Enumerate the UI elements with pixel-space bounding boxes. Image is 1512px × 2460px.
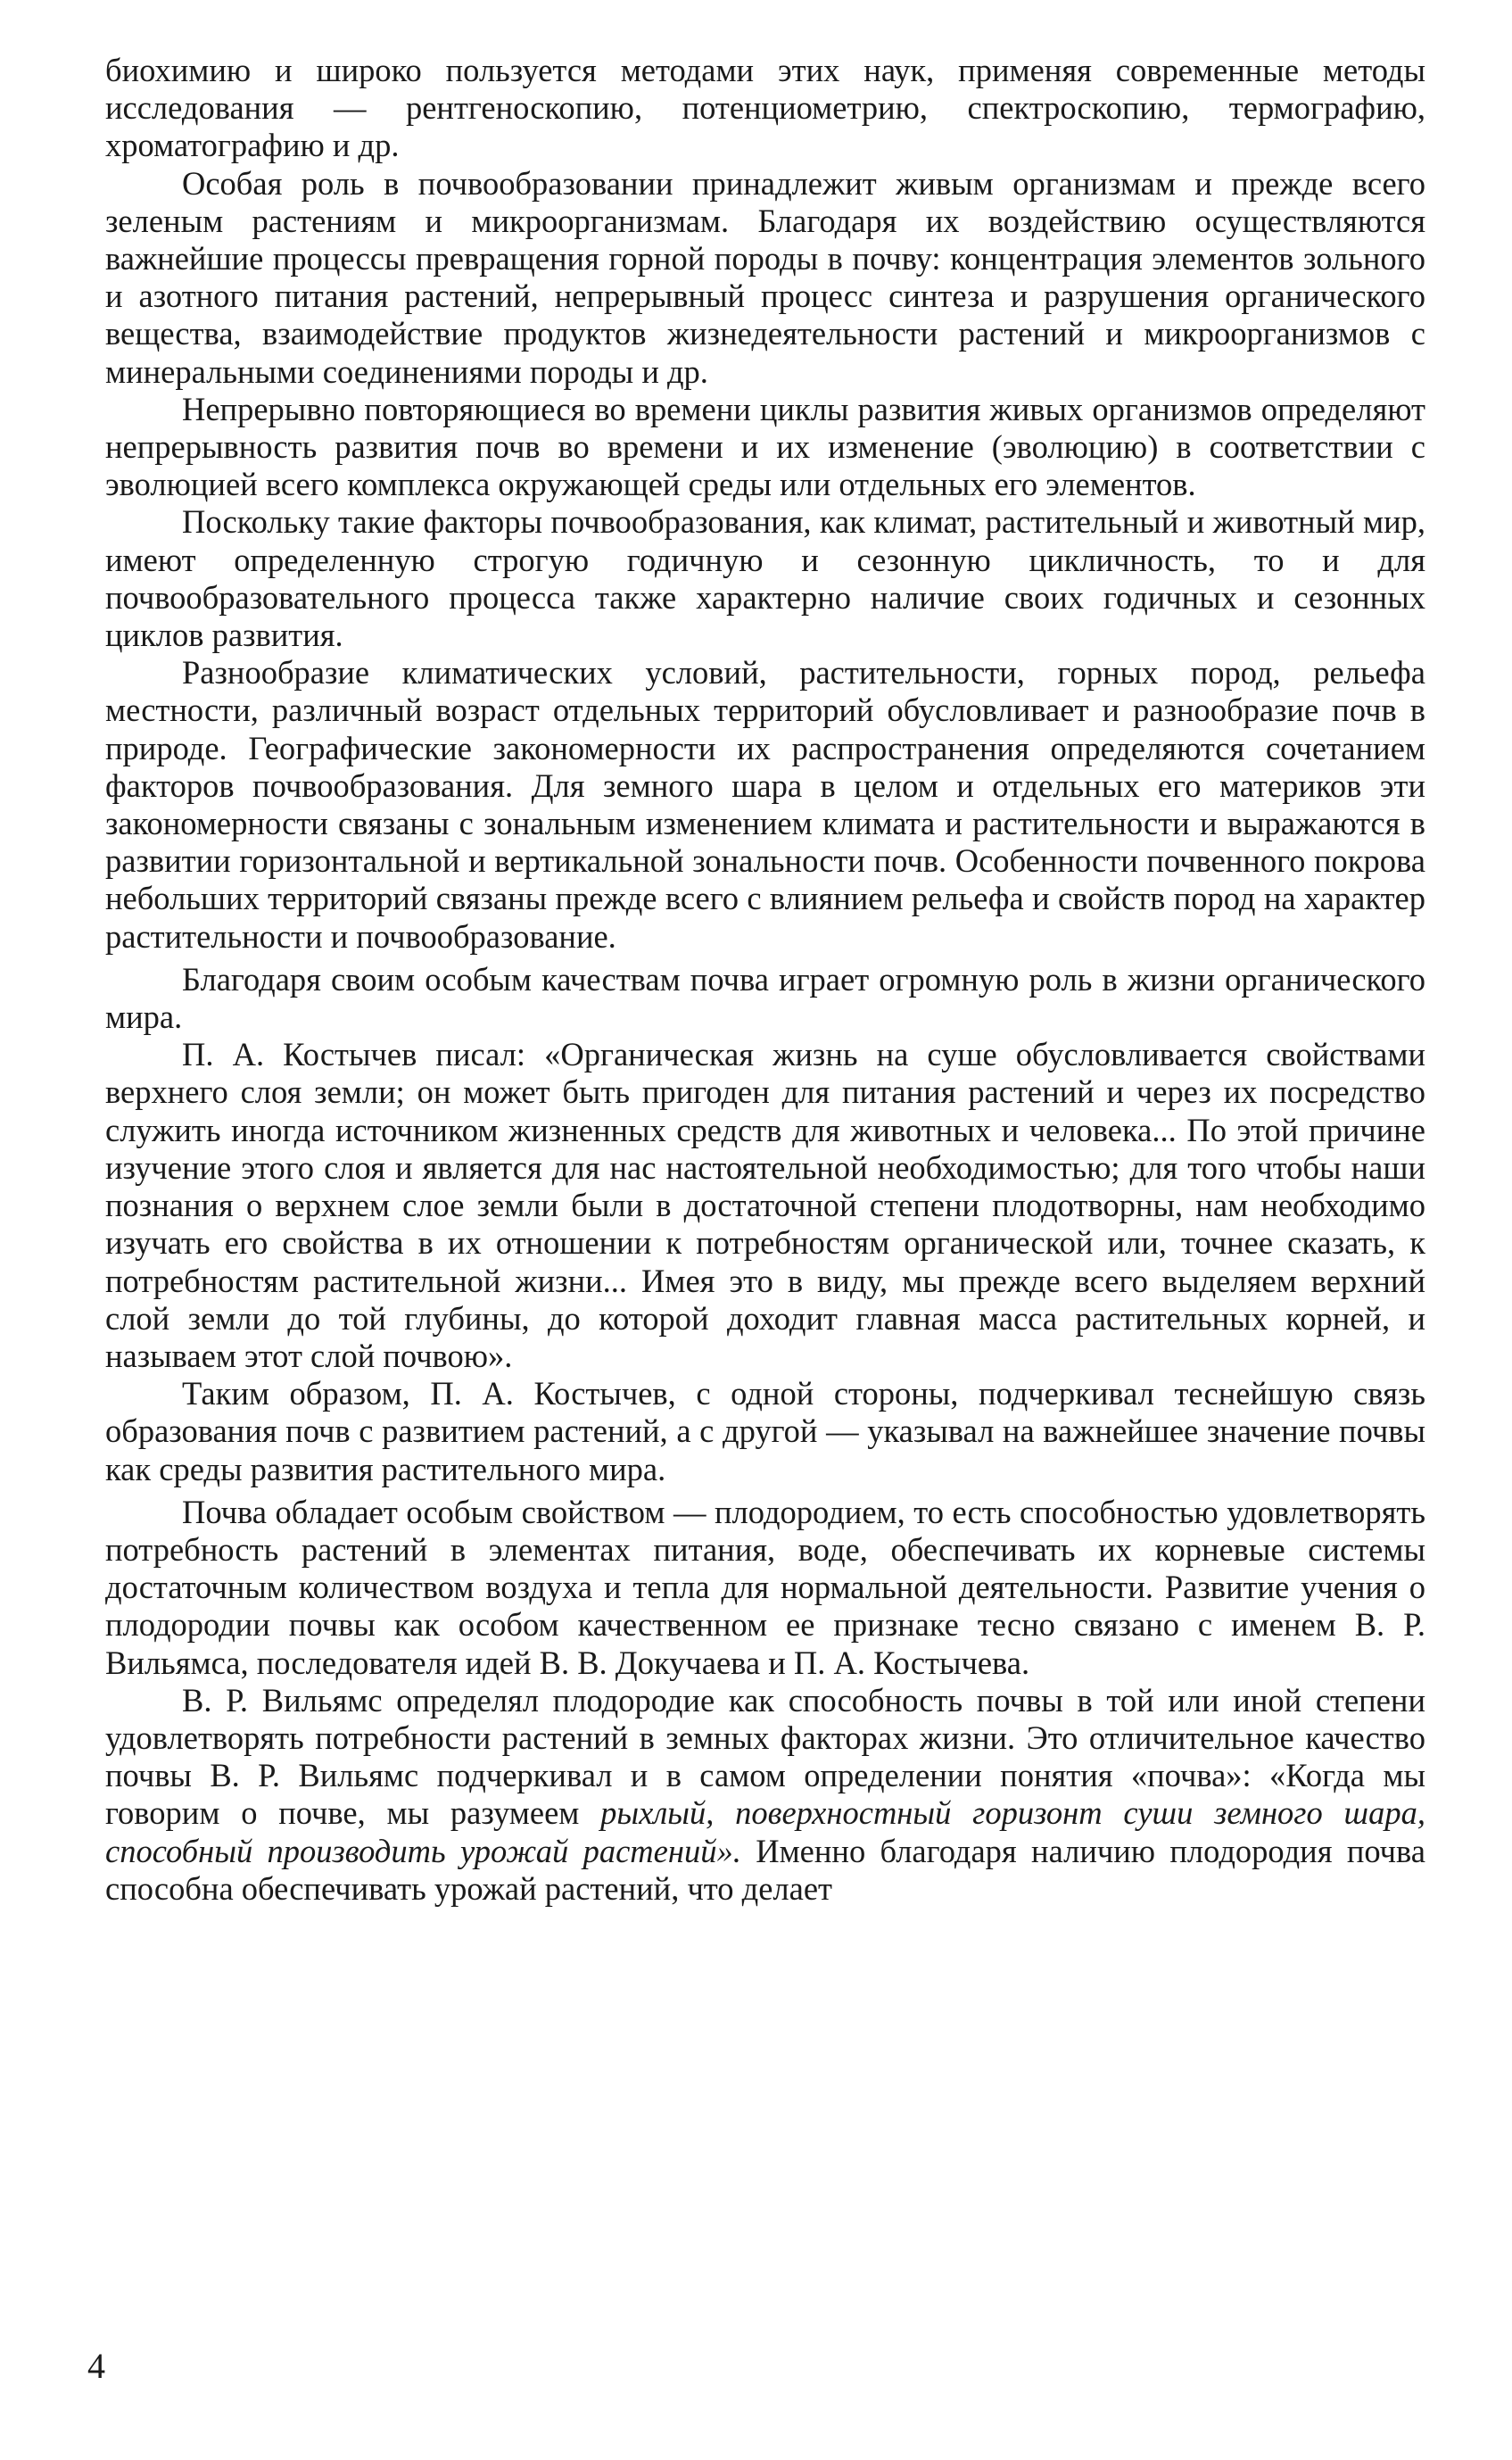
paragraph-kostychev-quote: П. А. Костычев писал: «Органическая жизнь на суше обусловливается свойствами верхнего слоя земли; он может быть пригоден для питания растений и через их посредство служить иногда источником жизненных средств для животных и человека... По этой причине изучение этого слоя и является для нас настоятельной необходимостью; для того чтобы наши познания о верхнем слое земли были в достаточной степени плодотворны, нам необходимо изучать его свойства в их отношении к потребностям органической или, точнее сказать, к потребностям растительной жизни... Имея это в виду, мы прежде всего выделяем верхний слой земли до той глубины, до которой доходит главная масса растительных корней, и называем этот слой почвою». [105,1036,1425,1374]
paragraph-seasonality: Поскольку такие факторы почвообразования, как климат, растительный и животный мир, имеют определенную строгую годичную и сезонную цикличность, то и для почвообразовательного процесса также характерно наличие своих годичных и сезонных циклов развития. [105,503,1425,654]
paragraph-fertility: Почва обладает особым свойством — плодородием, то есть способностью удовлетворять потребность растений в элементах питания, воде, обеспечивать их корневые системы достаточным количеством воздуха и тепла для нормальной деятельности. Развитие учения о плодородии почвы как особом качественном ее признаке тесно связано с именем В. Р. Вильямса, последователя идей В. В. Докучаева и П. А. Костычева. [105,1493,1425,1681]
williams-text-before: В. Р. Вильямс определял плодородие как способность почвы в той или иной степени удовлетворять потребности растений в земных факторах жизни. Это отличительное качество почвы В. Р. Вильямс подчеркивал и в самом определении понятия «почва»: «Когда мы говорим о почве, мы разумеем [105,1681,1425,1832]
paragraph-cycles: Непрерывно повторяющиеся во времени циклы развития живых организмов определяют непрерывность развития почв во времени и их изменение (эволюцию) в соответствии с эволюцией всего комплекса окружающей среды или отдельных его элементов. [105,390,1425,503]
paragraph-continued: биохимию и широко пользуется методами этих наук, применяя современные методы исследования — рентгеноскопию, потенциометрию, спектроскопию, термографию, хроматографию и др. [105,52,1425,164]
page-number: 4 [87,2346,105,2386]
paragraph-diversity: Разнообразие климатических условий, растительности, горных пород, рельефа местности, различный возраст отдельных территорий обусловливает и разнообразие почв в природе. Географические закономерности их распространения определяются сочетанием факторов почвообразования. Для земного шара в целом и отдельных его материков эти закономерности связаны с зональным изменением климата и растительности и выражаются в развитии горизонтальной и вертикальной зональности почв. Особенности почвенного покрова небольших территорий связаны прежде всего с влиянием рельефа и свойств пород на характер растительности и почвообразование. [105,654,1425,955]
body-text [105,52,1425,1908]
paragraph-living-organisms: Особая роль в почвообразовании принадлежит живым организмам и прежде всего зеленым растениям и микроорганизмам. Благодаря их воздействию осуществляются важнейшие процессы превращения горной породы в почву: концентрация элементов зольного и азотного питания растений, непрерывный процесс синтеза и разрушения органического вещества, взаимодействие продуктов жизнедеятельности растений и микроорганизмов с минеральными соединениями породы и др. [105,164,1425,390]
paragraph-kostychev-summary: Таким образом, П. А. Костычев, с одной стороны, подчеркивал теснейшую связь образования почв с развитием растений, а с другой — указывал на важнейшее значение почвы как среды развития растительного мира. [105,1375,1425,1487]
paragraph-role: Благодаря своим особым качествам почва играет огромную роль в жизни органического мира. [105,960,1425,1036]
paragraph-williams [105,1682,1425,1908]
williams-text-after: Именно благодаря наличию плодородия почва способна обеспечивать урожай растений, что делает [105,1832,1425,1907]
williams-italic-definition: рыхлый, поверхностный горизонт суши земного шара, способный производить урожай растений». [105,1794,1425,1869]
